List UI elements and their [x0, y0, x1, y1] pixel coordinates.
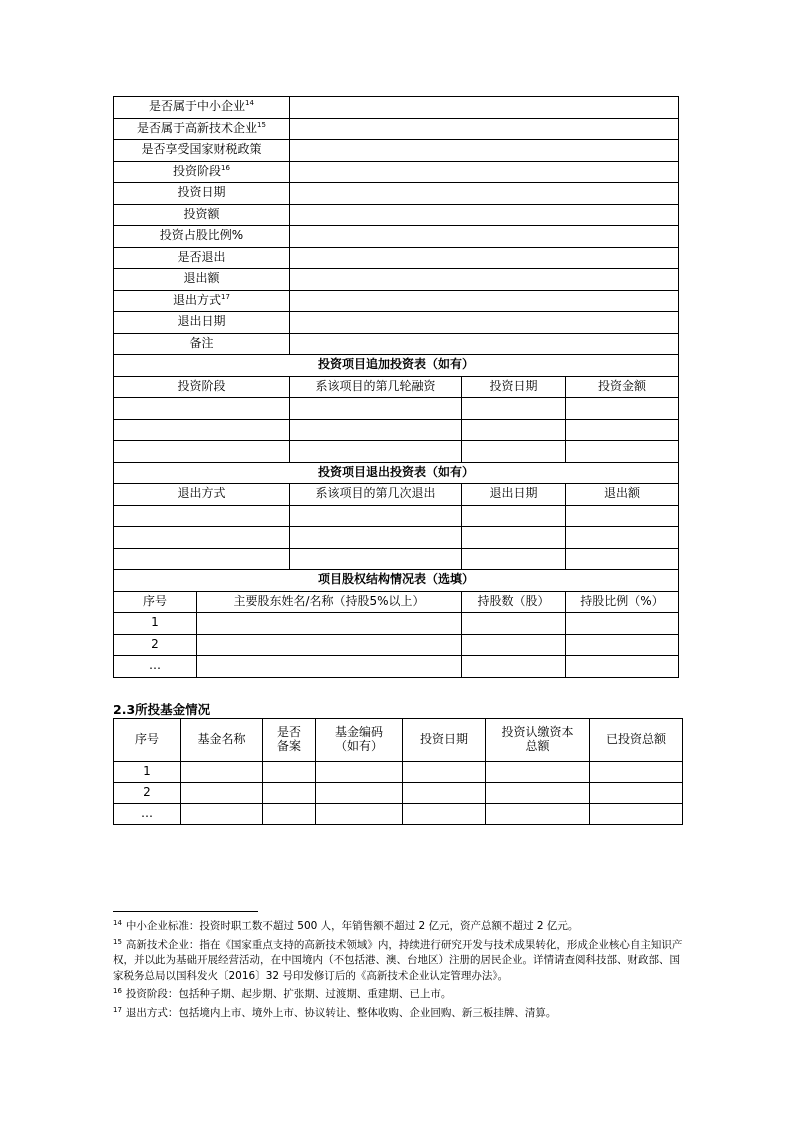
col-header: 投资阶段: [114, 376, 290, 398]
info-row-label-text: 是否退出: [177, 249, 226, 264]
table-row: [114, 548, 679, 570]
info-row-value[interactable]: [290, 247, 679, 269]
info-row: [114, 140, 679, 162]
info-row: [114, 312, 679, 334]
info-row-label-text: 退出方式: [173, 292, 222, 307]
col-header: 持股数（股）: [462, 591, 566, 613]
info-row-label-text: 投资阶段: [173, 163, 222, 178]
col-header: 退出日期: [462, 484, 566, 506]
table-row: [114, 613, 679, 635]
col-header: 退出额: [566, 484, 679, 506]
row-number: 2: [114, 783, 181, 804]
info-row-label-text: 备注: [189, 335, 214, 350]
additional-investment-title: 投资项目追加投资表（如有）: [114, 355, 679, 377]
table-row: [114, 634, 679, 656]
col-header: 序号: [114, 719, 181, 762]
row-number: …: [114, 656, 197, 678]
info-row: [114, 226, 679, 248]
table-row: [114, 656, 679, 678]
col-header: 主要股东姓名/名称（持股5%以上）: [197, 591, 462, 613]
table-row: [114, 762, 683, 783]
info-row-label-text: 是否享受国家财税政策: [141, 142, 262, 157]
col-header: [263, 719, 316, 762]
equity-structure-title: 项目股权结构情况表（选填）: [114, 570, 679, 592]
info-row-value[interactable]: [290, 183, 679, 205]
info-row-label-text: 是否属于中小企业: [149, 99, 246, 114]
info-row-label: [114, 161, 290, 183]
footnotes: [113, 916, 683, 1021]
col-header: 持股比例（%）: [566, 591, 679, 613]
info-row-label: [114, 204, 290, 226]
footnote-ref: 16: [221, 163, 230, 172]
footnote-separator: [113, 911, 258, 912]
table-row: [114, 804, 683, 825]
info-row-value[interactable]: [290, 161, 679, 183]
row-number: 2: [114, 634, 197, 656]
footnote-17: $^{17}$ 退出方式：包括境内上市、境外上市、协议转让、整体收购、企业回购、新三板挂牌、清算。: [113, 1005, 557, 1019]
info-row: [114, 290, 679, 312]
info-row-value[interactable]: [290, 269, 679, 291]
col-header: [316, 719, 403, 762]
col-header: 系该项目的第几轮融资: [290, 376, 462, 398]
col-header: 投资日期: [462, 376, 566, 398]
table-row: [114, 527, 679, 549]
col-header: 投资金额: [566, 376, 679, 398]
info-row-value[interactable]: [290, 140, 679, 162]
info-row: [114, 269, 679, 291]
info-row-value[interactable]: [290, 312, 679, 334]
info-row-label: [114, 118, 290, 140]
col-header-text: 是否 备案: [276, 725, 301, 753]
col-header: 系该项目的第几次退出: [290, 484, 462, 506]
col-header: 已投资总额: [590, 719, 683, 762]
info-row-value[interactable]: [290, 97, 679, 119]
info-row: [114, 183, 679, 205]
info-row: [114, 247, 679, 269]
info-row-value[interactable]: [290, 333, 679, 355]
info-row-label-text: 投资占股比例%: [159, 228, 244, 243]
footnote-15: $^{15}$ 高新技术企业：指在《国家重点支持的高新技术领域》内，持续进行研究开发与技术成果转化，形成企业核心自主知识产权，并以此为基础开展经营活动，在中国境内（不包括港、澳、台地区）注册的居民企业。详情请查阅科技部、财政部、国家税务总局以国科发火〔2016〕32 号印发修订后的《高新技术企业认定管理办法》。: [113, 937, 683, 982]
info-row-label-text: 投资额: [183, 206, 220, 221]
table-row: [114, 398, 679, 420]
info-row-label-text: 退出额: [183, 271, 220, 286]
col-header: 投资日期: [403, 719, 486, 762]
info-row-label: [114, 333, 290, 355]
info-row: [114, 333, 679, 355]
info-row: [114, 204, 679, 226]
info-row: [114, 118, 679, 140]
row-number: 1: [114, 762, 181, 783]
section-title: 2.3所投基金情况: [113, 702, 211, 717]
info-row-label: [114, 226, 290, 248]
row-number: 1: [114, 613, 197, 635]
info-row-label-text: 投资日期: [177, 185, 226, 200]
footnote-ref: 15: [257, 120, 266, 129]
info-row-label: [114, 290, 290, 312]
fund-table: [113, 718, 683, 825]
info-row-value[interactable]: [290, 226, 679, 248]
row-number: …: [114, 804, 181, 825]
col-header: [486, 719, 590, 762]
info-row-label-text: 是否属于高新技术企业: [137, 120, 258, 135]
info-row-label: [114, 140, 290, 162]
col-header: 基金名称: [181, 719, 263, 762]
footnote-16: $^{16}$ 投资阶段：包括种子期、起步期、扩张期、过渡期、重建期、已上市。: [113, 987, 452, 1000]
footnote-ref: 14: [245, 99, 254, 108]
info-row-label-text: 退出日期: [177, 314, 226, 329]
info-row-label: [114, 312, 290, 334]
info-row-value[interactable]: [290, 118, 679, 140]
info-row-label: [114, 97, 290, 119]
info-row-label: [114, 269, 290, 291]
table-row: [114, 441, 679, 463]
investment-project-table: [113, 96, 679, 678]
col-header-text: 投资认缴资本 总额: [501, 725, 574, 753]
info-row: [114, 97, 679, 119]
info-row: [114, 161, 679, 183]
col-header-text: 基金编码 （如有）: [334, 725, 383, 753]
info-row-label: [114, 183, 290, 205]
info-row-value[interactable]: [290, 204, 679, 226]
info-row-label: [114, 247, 290, 269]
col-header: 退出方式: [114, 484, 290, 506]
table-row: [114, 505, 679, 527]
table-row: [114, 783, 683, 804]
footnote-ref: 17: [221, 292, 230, 301]
footnote-14: $^{14}$ 中小企业标准：投资时职工数不超过 500 人，年销售额不超过 2 亿元，资产总额不超过 2 亿元。: [113, 919, 579, 932]
col-header: 序号: [114, 591, 197, 613]
info-row-value[interactable]: [290, 290, 679, 312]
table-row: [114, 419, 679, 441]
exit-investment-title: 投资项目退出投资表（如有）: [114, 462, 679, 484]
